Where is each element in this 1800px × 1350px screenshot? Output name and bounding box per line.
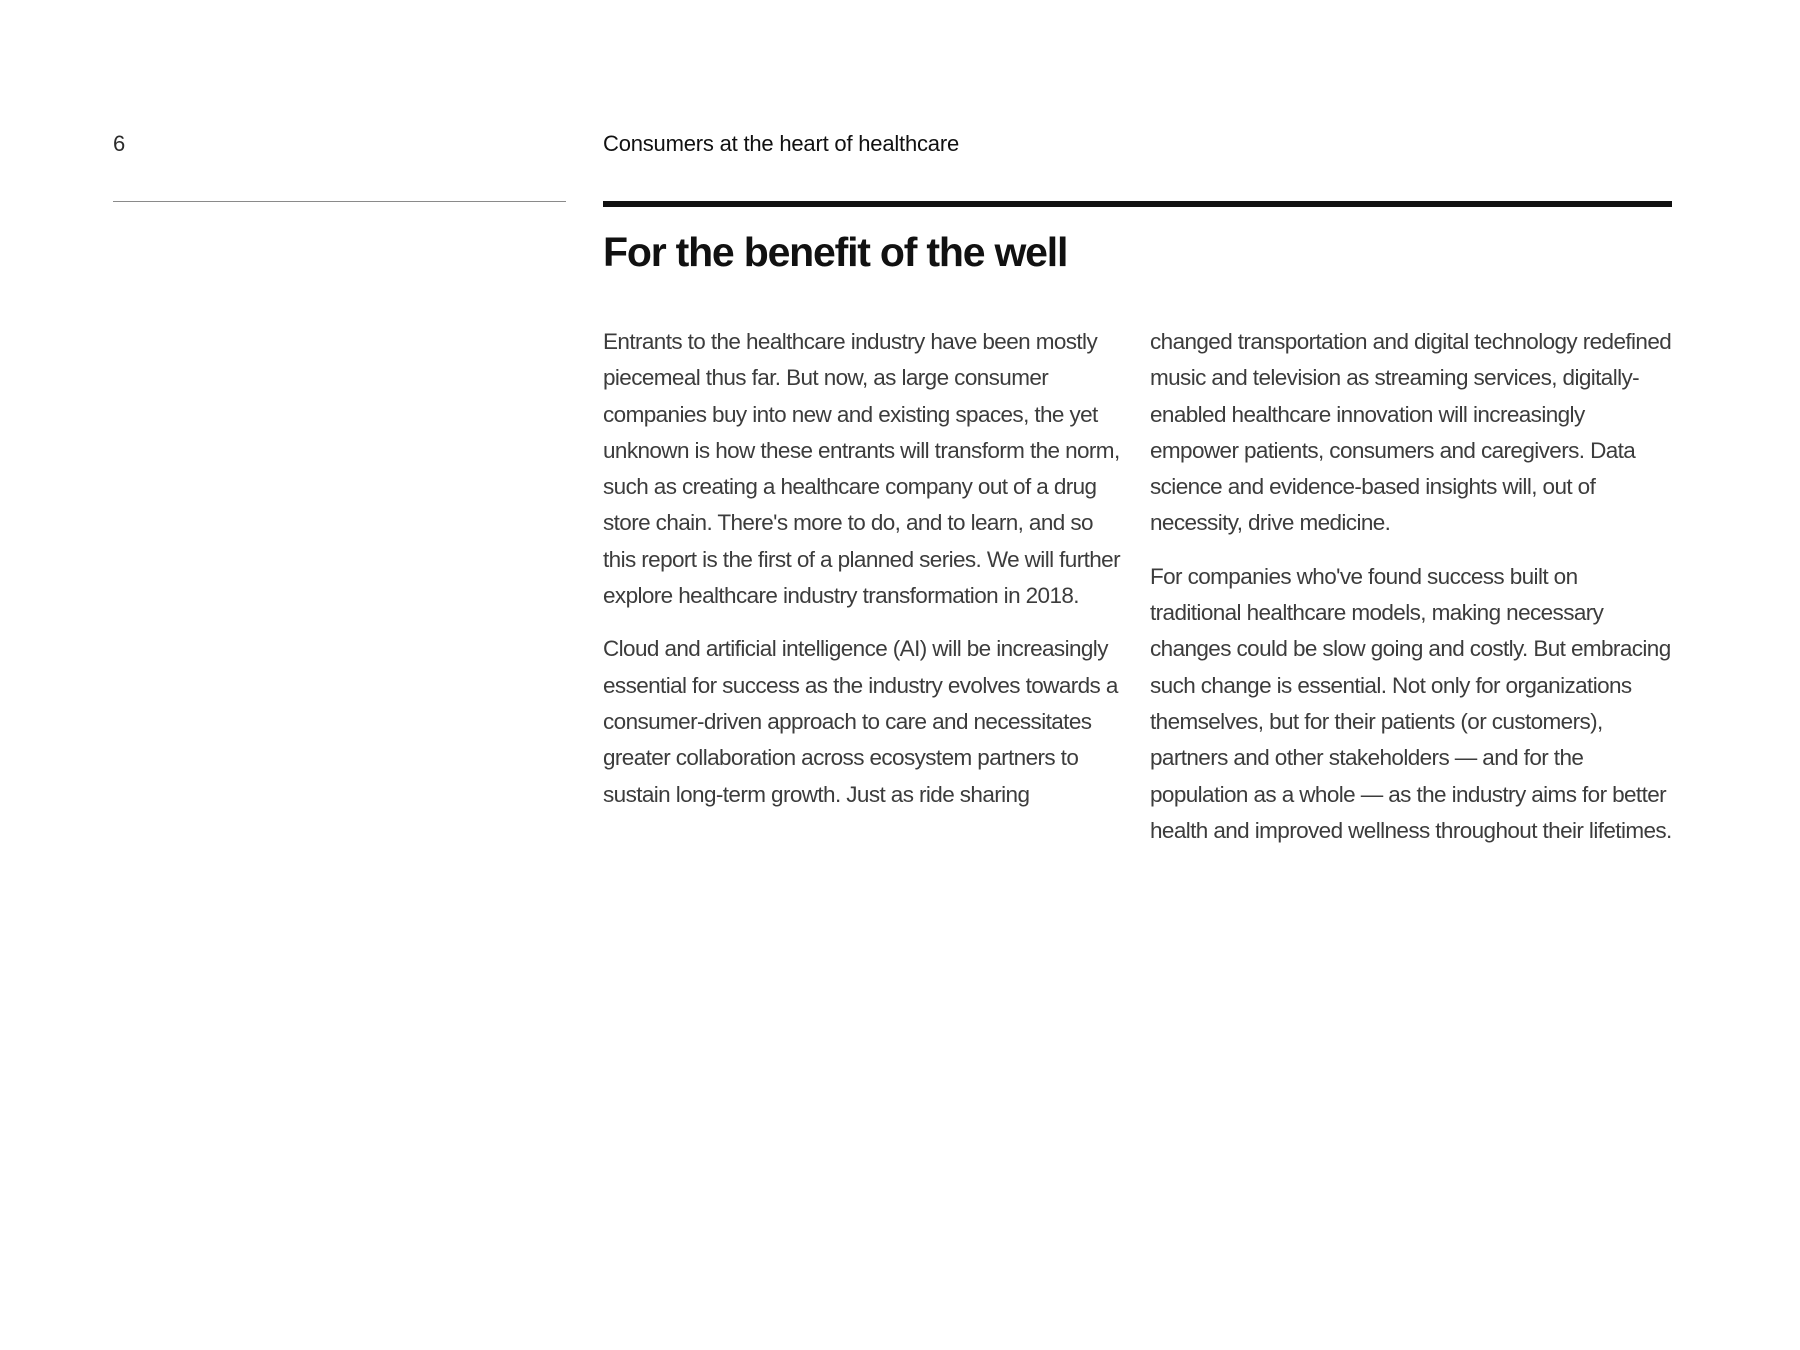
body-columns bbox=[603, 324, 1672, 866]
heading-rule bbox=[603, 201, 1672, 207]
right-paragraph-1: changed transportation and digital technology redefined music and television as streaming services, digitally-enabled healthcare innovation will increasingly empower patients, consumers and caregivers. Data science and evidence-based insights will, out of necessity, drive medicine. bbox=[1150, 329, 1672, 536]
left-divider bbox=[113, 201, 566, 202]
left-column bbox=[603, 324, 1125, 866]
left-paragraph-2: Cloud and artificial intelligence (AI) will be increasingly essential for success as the industry evolves towards a consumer-driven approach to care and necessitates greater collaboration across ecosystem partners to sustain long-term growth. Just as ride sharing bbox=[603, 636, 1118, 807]
headline: For the benefit of the well bbox=[603, 229, 1068, 275]
page-number: 6 bbox=[113, 131, 126, 156]
right-paragraph-2: For companies who've found success built on traditional healthcare models, making necessary changes could be slow going and costly. But embracing such change is essential. Not only for organizations themselves, but for their patients (or customers), partners and other stakeholders — and for the population as a whole — as the industry aims for better health and improved wellness throughout their lifetimes. bbox=[1150, 563, 1672, 843]
left-paragraph-1: Entrants to the healthcare industry have been mostly piecemeal thus far. But now, as large consumer companies buy into new and existing spaces, the yet unknown is how these entrants will transform the norm, such as creating a healthcare company out of a drug store chain. There's more to do, and to learn, and so this report is the first of a planned series. We will further explore healthcare industry transformation in 2018. bbox=[603, 329, 1120, 609]
section-title: Consumers at the heart of healthcare bbox=[603, 131, 960, 156]
right-column bbox=[1150, 324, 1672, 866]
